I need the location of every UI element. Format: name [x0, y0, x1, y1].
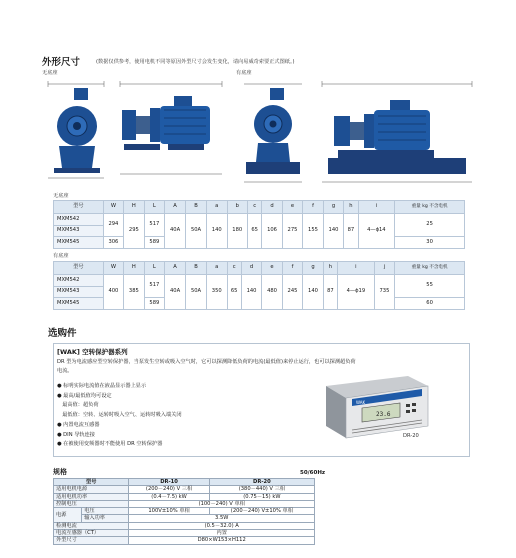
table-row [54, 508, 315, 515]
table-cell: 87 [344, 214, 358, 249]
table-cell: 140 [241, 275, 261, 310]
table-cell: 65 [247, 214, 261, 249]
table-header-cell: i [338, 262, 375, 275]
pump-base-side-view-drawing [318, 76, 476, 192]
specs-title: 规格 [53, 468, 67, 476]
device-screen-value: 23.6 [376, 411, 391, 418]
table-cell: 735 [374, 275, 394, 310]
table-cell: (0.75－15) kW [209, 493, 314, 500]
table-cell: 180 [227, 214, 247, 249]
table-cell: (380－440) V 三相 [209, 486, 314, 493]
table-header-cell: j [374, 262, 394, 275]
table-cell: 106 [262, 214, 282, 249]
table-cell: 306 [103, 237, 123, 249]
table-cell: 40A [165, 275, 186, 310]
table-cell: MXM545 [54, 298, 104, 310]
table-header-cell: B [186, 262, 207, 275]
table-row [54, 493, 315, 500]
wak-title: [WAK] 空转保护器系列 [57, 348, 128, 356]
specs-frequency: 50/60Hz [300, 470, 326, 476]
specs-table [53, 478, 315, 545]
table-header-cell: L [144, 201, 164, 214]
table-cell: (100－240) V 单相 [129, 500, 315, 507]
table-cell: 140 [207, 214, 227, 249]
table-row [54, 214, 465, 226]
table-header-cell: i [358, 201, 395, 214]
table-row [54, 530, 315, 537]
feature-item: ● 最高/最低值均可设定 [57, 392, 112, 399]
table-header-cell: f [282, 262, 302, 275]
table-header-cell: 型号 [54, 479, 129, 486]
table-cell: 50A [186, 275, 207, 310]
table-cell: (0.5－32.0) A [129, 522, 315, 529]
table-header-cell: A [165, 262, 186, 275]
table-cell: 517 [144, 214, 164, 237]
table-cell: 55 [395, 275, 465, 298]
table-cell: 140 [303, 275, 323, 310]
table-cell: 30 [395, 237, 465, 249]
table-header-cell: L [144, 262, 164, 275]
dims-title: 外形尺寸 [42, 57, 81, 68]
table-cell: D80×W153×H112 [129, 537, 315, 544]
dims-note: (数据仅供参考，使用电机不同等原因外型尺寸会发生变化，请向易威奇索要正式图纸。) [96, 59, 295, 65]
feature-list [57, 382, 307, 450]
table-row [54, 275, 465, 287]
table-cell: 155 [303, 214, 323, 249]
table-cell: 480 [262, 275, 282, 310]
pump-side-view-drawing [118, 78, 224, 182]
table2-label: 有底座 [53, 253, 69, 259]
table-cell: (0.4－7.5) kW [129, 493, 209, 500]
dimension-table-with-base [53, 261, 465, 310]
no-base-label: 无底座 [42, 70, 58, 76]
table-cell: 内置 [129, 530, 315, 537]
feature-item: 最高值：超负荷 [57, 402, 99, 409]
table-header-cell: 重量 kg 不含电机 [395, 262, 465, 275]
table-cell: 385 [124, 275, 144, 310]
table-header-cell: g [323, 201, 343, 214]
table-cell: 4—ϕ19 [338, 275, 375, 310]
table-header-cell: W [103, 201, 123, 214]
pump-end-view-drawing [44, 78, 110, 186]
table-header-cell: g [303, 262, 323, 275]
table-cell: MXM543 [54, 225, 104, 237]
feature-item: ● DIN 导轨连接 [57, 431, 95, 438]
table-cell: 适用电机功率 [54, 493, 129, 500]
table-cell: 电源 [54, 508, 82, 523]
wak-panel [53, 343, 470, 457]
table-header-cell: d [241, 262, 261, 275]
table-cell: 140 [323, 214, 343, 249]
table-cell: 检测电流 [54, 522, 129, 529]
feature-item: ● 内置电流互感器 [57, 421, 100, 428]
table-cell: 40A [165, 214, 186, 249]
table-cell: 275 [282, 214, 302, 249]
table-cell: 电压 [82, 508, 129, 515]
table-cell: 100V±10% 单相 [129, 508, 209, 515]
table-cell: 适用电机电源 [54, 486, 129, 493]
table-row [54, 522, 315, 529]
table-header-cell: c [227, 262, 241, 275]
feature-item: 最低值：空转、运转时吸入空气、运转时吸入端关闭 [57, 412, 182, 419]
table-header-cell: 型号 [54, 262, 104, 275]
table-header-cell: B [186, 201, 207, 214]
table-cell: 400 [103, 275, 123, 310]
table-header-cell: b [227, 201, 247, 214]
table-cell: 245 [282, 275, 302, 310]
feature-item: ● 在被使用变频器时不能使用 DR 空转保护器 [57, 441, 163, 448]
table-cell: 589 [144, 237, 164, 249]
table-header-cell: c [247, 201, 261, 214]
table-header-cell: 重量 kg 不含电机 [395, 201, 465, 214]
device-brand: WAK [356, 400, 366, 405]
table1-label: 无底座 [53, 193, 69, 199]
device-label: DR-20 [403, 433, 419, 439]
table-row [54, 515, 315, 522]
dimension-table-no-base [53, 200, 465, 249]
table-cell: 60 [395, 298, 465, 310]
table-header-cell: d [262, 201, 282, 214]
table-cell: 517 [144, 275, 164, 298]
table-header-cell: H [124, 201, 144, 214]
table-cell: 输入功率 [82, 515, 129, 522]
table-row [54, 500, 315, 507]
table-cell: (200－240) V 三相 [129, 486, 209, 493]
table-cell: 589 [144, 298, 164, 310]
table-header-cell: h [323, 262, 337, 275]
table-cell: MXM545 [54, 237, 104, 249]
table-header-cell: a [207, 201, 227, 214]
table-header-cell: e [262, 262, 282, 275]
table-cell: MXM542 [54, 214, 104, 226]
table-cell: 50A [186, 214, 207, 249]
table-header-cell: H [124, 262, 144, 275]
table-cell: 295 [124, 214, 144, 249]
table-row [54, 537, 315, 544]
wak-description: DR 型为电流感应型空转保护器，当泵发生空转或吸入空气时，它可以探测降低负荷的电流(最低值)来停止运行，也可以探测超负荷电流。 [57, 359, 356, 374]
table-header-cell: DR-20 [209, 479, 314, 486]
table-cell: (200－240) V±10% 单相 [209, 508, 314, 515]
table-cell: 25 [395, 214, 465, 237]
table-cell: 87 [323, 275, 337, 310]
table-cell: MXM542 [54, 275, 104, 287]
selection-title: 选购件 [48, 328, 77, 339]
table-header-cell: DR-10 [129, 479, 209, 486]
table-header-cell: a [207, 262, 227, 275]
with-base-label: 有底座 [236, 70, 252, 76]
table-cell: 电流互感器（CT） [54, 530, 129, 537]
table-cell: 350 [207, 275, 227, 310]
table-row [54, 486, 315, 493]
table-cell: 294 [103, 214, 123, 237]
table-cell: 控制电压 [54, 500, 129, 507]
table-header-cell: e [282, 201, 302, 214]
table-cell: 65 [227, 275, 241, 310]
table-header-cell: 型号 [54, 201, 104, 214]
pump-base-end-view-drawing [238, 78, 308, 186]
table-cell: 外型尺寸 [54, 537, 129, 544]
table-header-cell: W [103, 262, 123, 275]
feature-item: ● 标明实际电流值在液晶显示器上显示 [57, 383, 147, 389]
table-header-cell: f [303, 201, 323, 214]
table-cell: MXM543 [54, 286, 104, 298]
table-cell: 4—ϕ14 [358, 214, 395, 249]
table-cell: 3.5W [129, 515, 315, 522]
table-header-cell: h [344, 201, 358, 214]
table-header-cell: A [165, 201, 186, 214]
